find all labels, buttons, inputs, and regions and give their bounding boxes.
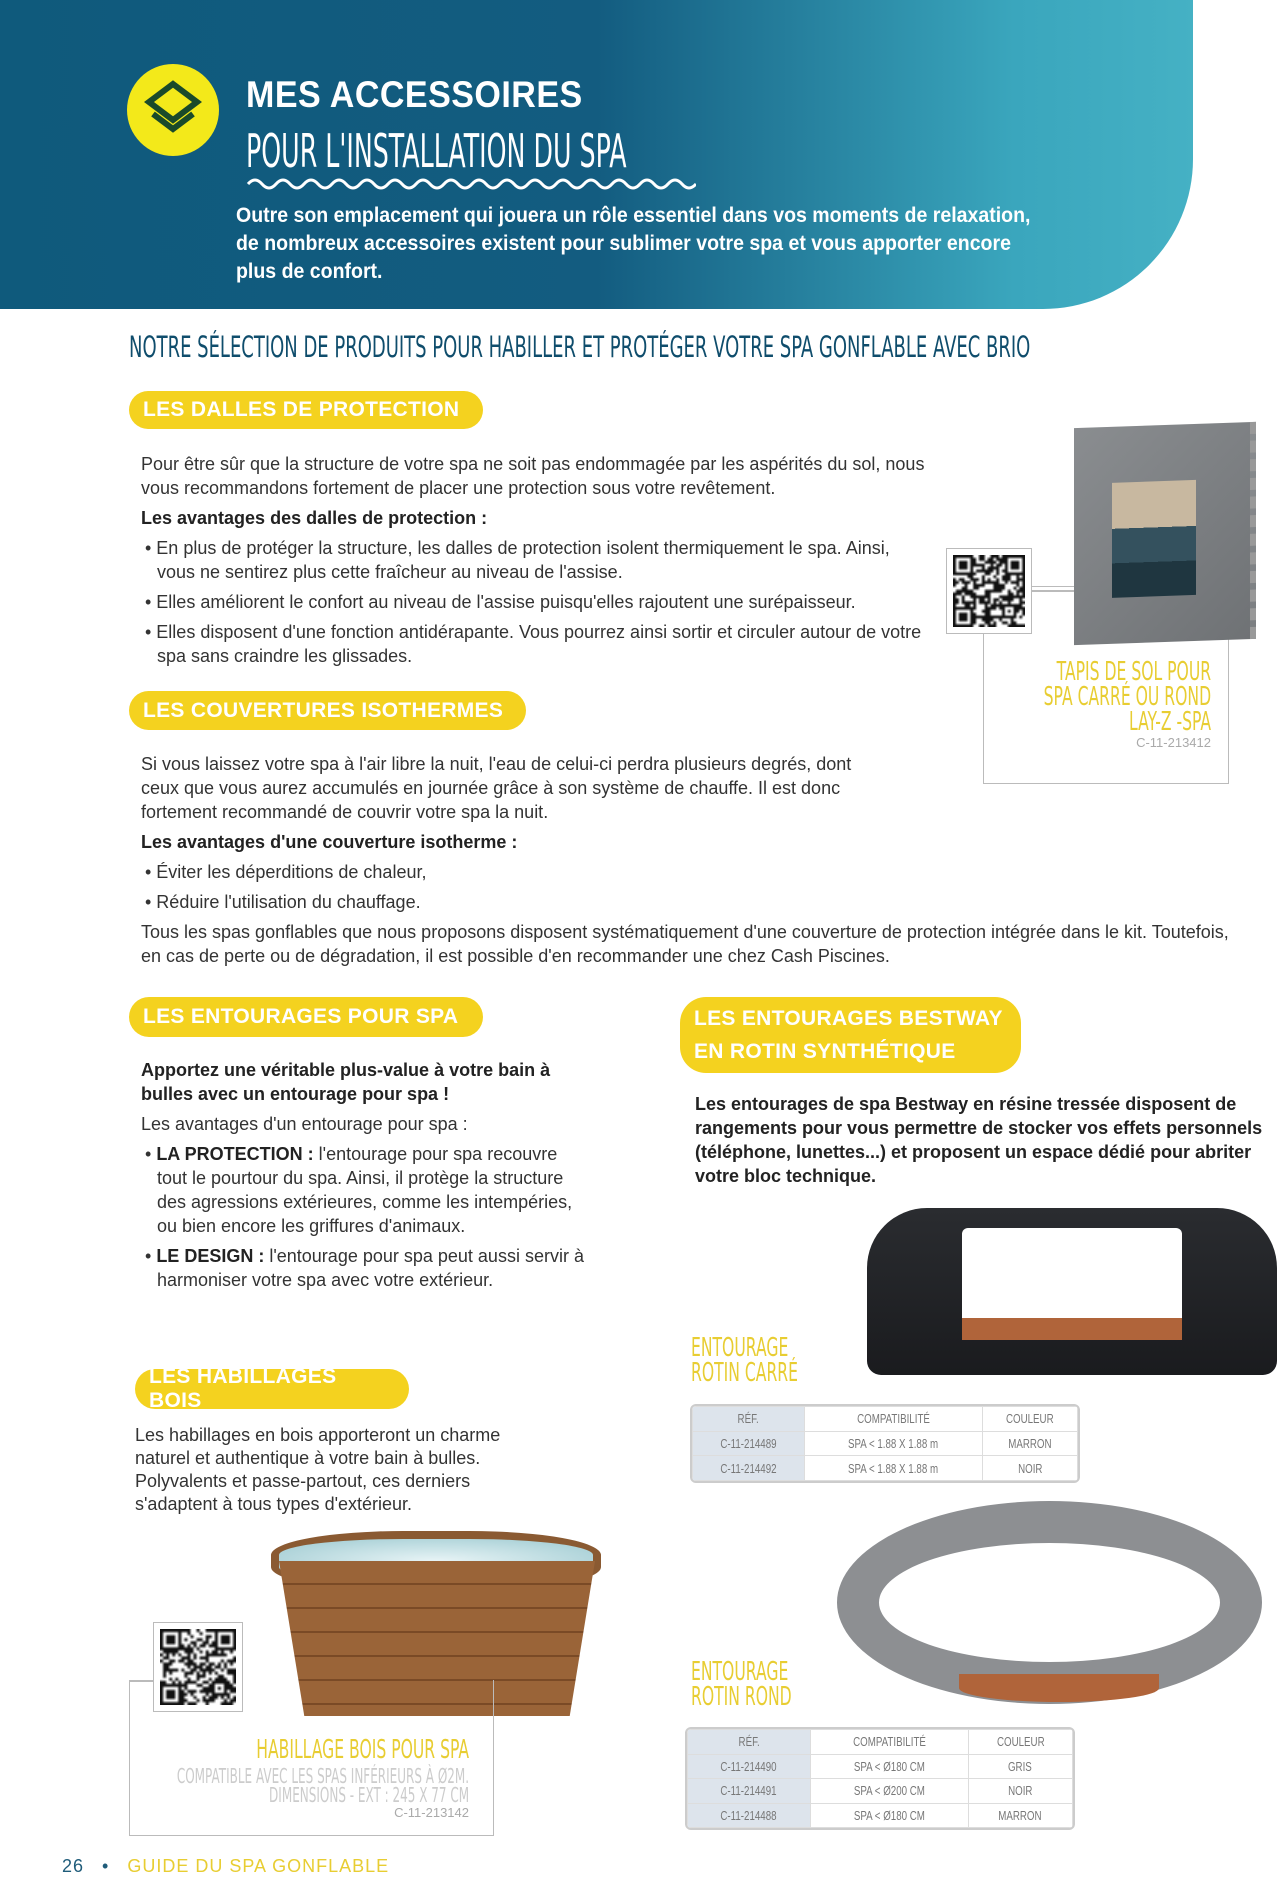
table-row <box>693 1456 1078 1481</box>
carre-table <box>690 1404 1080 1483</box>
entourages-content <box>141 1058 601 1292</box>
connector-line <box>129 1680 153 1682</box>
round-rattan-surround-image <box>837 1501 1262 1704</box>
square-rattan-surround-image <box>867 1208 1277 1375</box>
wave-divider <box>246 176 696 192</box>
page-subtitle: POUR L'INSTALLATION DU SPA <box>246 124 627 178</box>
bois-label: HABILLAGE BOIS POUR SPA COMPATIBLE AVEC LES SPAS INFÉRIEURS À Ø2M. DIMENSIONS - EXT : 245 X 77 CM C-11-213142 <box>176 1735 469 1820</box>
tapis-label: TAPIS DE SOL POUR SPA CARRÉ OU ROND LAY-Z -SPA C-11-213412 <box>1043 657 1211 750</box>
table-cell: MARRON <box>982 1431 1077 1456</box>
table-cell: C-11-214492 <box>693 1456 805 1481</box>
couvertures-paragraph: Si vous laissez votre spa à l'air libre la nuit, l'eau de celui-ci perdra plusieurs degrés, dont ceux que vous aurez accumulés en journée grâce à son système de chauffe. Il est donc fortement recommandé de couvrir votre spa la nuit. <box>141 754 852 822</box>
table-cell: MARRON <box>968 1803 1072 1828</box>
table-cell: NOIR <box>968 1779 1072 1804</box>
section-pill-entourages: LES ENTOURAGES POUR SPA <box>129 997 483 1037</box>
dalles-bullet: • En plus de protéger la structure, les dalles de protection isolent thermiquement le spa. Ainsi, vous ne sentirez plus cette fraîcheur au niveau de l'assise. <box>145 538 890 582</box>
intro-text: Outre son emplacement qui jouera un rôle essentiel dans vos moments de relaxation, de nombreux accessoires existent pour sublimer votre spa et vous apporter encore plus de confort. <box>236 204 1031 283</box>
rond-table-grid <box>687 1729 1073 1828</box>
rond-table <box>685 1727 1075 1830</box>
qr-code-bois[interactable] <box>153 1622 243 1712</box>
footer-bullet: • <box>102 1856 110 1876</box>
couvertures-bold: Les avantages d'une couverture isotherme : <box>141 832 518 852</box>
dalles-bold: Les avantages des dalles de protection : <box>141 508 488 528</box>
page-number: 26 <box>62 1856 85 1876</box>
table-cell: RÉF. <box>688 1730 811 1755</box>
layers-logo-icon <box>127 64 219 156</box>
entourages-bold: Apportez une véritable plus-value à votre bain à bulles avec un entourage pour spa ! <box>141 1060 551 1104</box>
table-cell: C-11-214490 <box>688 1754 811 1779</box>
table-row <box>688 1779 1073 1804</box>
carre-label: ENTOURAGE ROTIN CARRÉ <box>691 1333 798 1388</box>
table-cell: SPA < Ø180 CM <box>810 1803 968 1828</box>
bestway-bold: Les entourages de spa Bestway en résine tressée disposent de rangements pour vous permettre de stocker vos effets personnels (téléphone, lunettes...) et proposent un espace dédié pour abriter votre bloc technique. <box>695 1094 1263 1186</box>
table-cell: SPA < Ø180 CM <box>810 1754 968 1779</box>
table-cell: GRIS <box>968 1754 1072 1779</box>
connector-line <box>1032 590 1074 592</box>
mat-packaging-image <box>1112 480 1196 598</box>
dalles-bullet: • Elles améliorent le confort au niveau de l'assise puisqu'elles rajoutent une surépaisseur. <box>145 592 856 612</box>
couvertures-bullet: • Éviter les déperditions de chaleur, <box>145 862 427 882</box>
qr-code-tapis[interactable] <box>946 548 1032 634</box>
entourages-paragraph: Les avantages d'un entourage pour spa : <box>141 1114 468 1134</box>
table-cell: NOIR <box>982 1456 1077 1481</box>
table-header-row <box>693 1407 1078 1432</box>
entourages-bullet: • LE DESIGN : l'entourage pour spa peut aussi servir à harmoniser votre spa avec votre extérieur. <box>145 1246 584 1290</box>
section-pill-bois: LES HABILLAGES BOIS <box>135 1369 409 1409</box>
section-pill-dalles: LES DALLES DE PROTECTION <box>129 391 483 429</box>
table-cell: COMPATIBILITÉ <box>804 1407 982 1432</box>
section-pill-bestway: LES ENTOURAGES BESTWAY EN ROTIN SYNTHÉTIQUE <box>680 997 1021 1073</box>
rond-label: ENTOURAGE ROTIN ROND <box>691 1657 792 1712</box>
table-cell: C-11-214491 <box>688 1779 811 1804</box>
table-row <box>688 1754 1073 1779</box>
table-cell: COULEUR <box>982 1407 1077 1432</box>
carre-table-grid <box>692 1406 1078 1481</box>
couvertures-content <box>141 752 1241 968</box>
selection-heading: NOTRE SÉLECTION DE PRODUITS POUR HABILLER ET PROTÉGER VOTRE SPA GONFLABLE AVEC BRIO <box>129 330 1031 364</box>
dalles-bullet: • Elles disposent d'une fonction antidérapante. Vous pourrez ainsi sortir et circuler autour de votre spa sans craindre les glissades. <box>145 622 922 666</box>
table-cell: C-11-214489 <box>693 1431 805 1456</box>
couvertures-bullet: • Réduire l'utilisation du chauffage. <box>145 892 421 912</box>
table-cell: SPA < 1.88 X 1.88 m <box>804 1431 982 1456</box>
table-cell: COULEUR <box>968 1730 1072 1755</box>
table-cell: SPA < Ø200 CM <box>810 1779 968 1804</box>
table-cell: SPA < 1.88 X 1.88 m <box>804 1456 982 1481</box>
table-header-row <box>688 1730 1073 1755</box>
page-title: MES ACCESSOIRES <box>246 74 583 115</box>
dalles-paragraph: Pour être sûr que la structure de votre spa ne soit pas endommagée par les aspérités du sol, nous vous recommandons fortement de placer une protection sous votre revêtement. <box>141 454 925 498</box>
table-row <box>693 1431 1078 1456</box>
footer <box>62 1856 389 1877</box>
bois-paragraph: Les habillages en bois apporteront un charme naturel et authentique à votre bain à bulles. Polyvalents et passe-partout, ces derniers s'adaptent à tous types d'extérieur. <box>135 1425 501 1514</box>
table-cell: COMPATIBILITÉ <box>810 1730 968 1755</box>
section-pill-couvertures: LES COUVERTURES ISOTHERMES <box>129 691 526 730</box>
entourages-bullet: • LA PROTECTION : l'entourage pour spa recouvre tout le pourtour du spa. Ainsi, il protège la structure des agressions extérieures, comme les intempéries, ou bien encore les griffures d'animaux. <box>145 1144 573 1236</box>
couvertures-paragraph-2: Tous les spas gonflables que nous proposons disposent systématiquement d'une couverture de protection intégrée dans le kit. Toutefois, en cas de perte ou de dégradation, il est possible d'en recommander une chez Cash Piscines. <box>141 922 1229 966</box>
dalles-content <box>141 452 931 668</box>
footer-title: GUIDE DU SPA GONFLABLE <box>127 1856 390 1876</box>
table-cell: RÉF. <box>693 1407 805 1432</box>
table-cell: C-11-214488 <box>688 1803 811 1828</box>
table-row <box>688 1803 1073 1828</box>
floor-mat-image <box>1074 422 1256 645</box>
